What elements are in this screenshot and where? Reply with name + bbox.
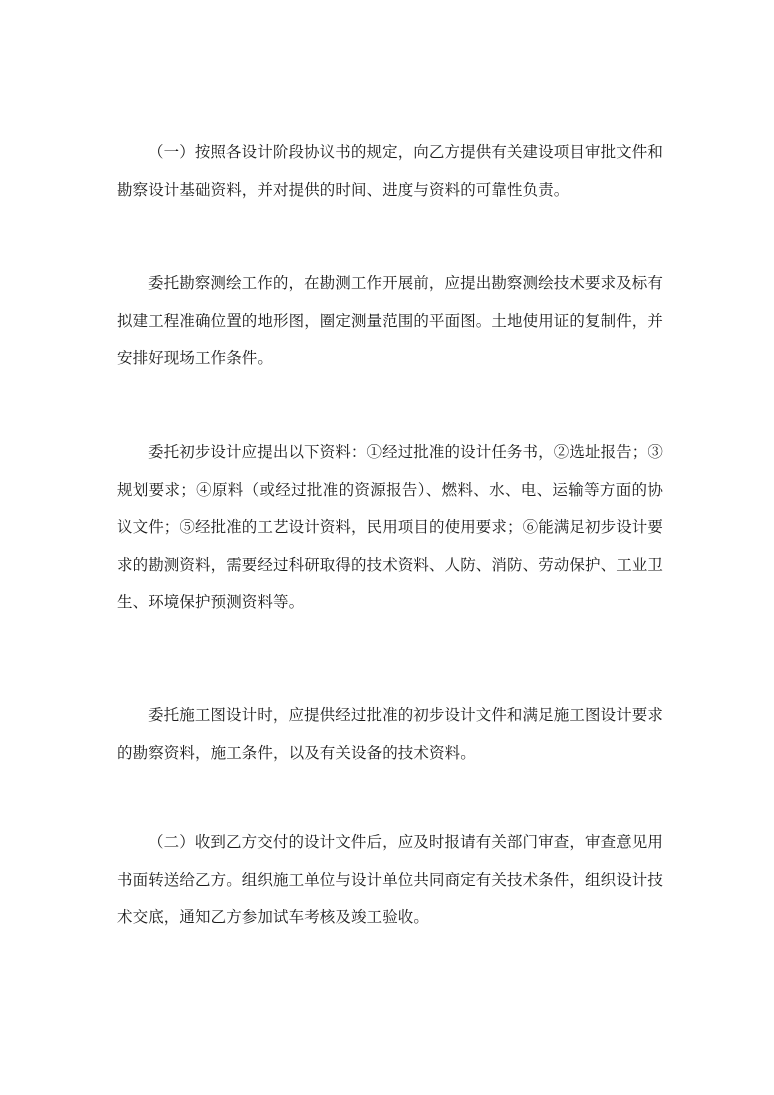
- paragraph-party-a-obligation-2: （二）收到乙方交付的设计文件后，应及时报请有关部门审查，审查意见用书面转送给乙方。组织施工单位与设计单位共同商定有关技术条件，组织设计技术交底，通知乙方参加试车考核及竣工验收。: [117, 833, 664, 926]
- paragraph-construction-drawing: 委托施工图设计时，应提供经过批准的初步设计文件和满足施工图设计要求的勘察资料，施工条件，以及有关设备的技术资料。: [117, 706, 663, 762]
- paragraph-preliminary-design: 委托初步设计应提出以下资料：①经过批准的设计任务书，②选址报告；③规划要求；④原料（或经过批准的资源报告）、燃料、水、电、运输等方面的协议文件；⑤经批准的工艺设计资料，民用项目的使用要求；⑥能满足初步设计要求的勘测资料，需要经过科研取得的技术资料、人防、消防、劳动保护、工业卫生、环境保护预测资料等。: [117, 443, 664, 611]
- paragraph-survey-commission: 委托勘察测绘工作的，在勘测工作开展前，应提出勘察测绘技术要求及标有拟建工程准确位置的地形图，圈定测量范围的平面图。土地使用证的复制件，并安排好现场工作条件。: [117, 274, 664, 367]
- paragraph-party-a-obligation-1: （一）按照各设计阶段协议书的规定，向乙方提供有关建设项目审批文件和勘察设计基础资料，并对提供的时间、进度与资料的可靠性负责。: [117, 143, 663, 199]
